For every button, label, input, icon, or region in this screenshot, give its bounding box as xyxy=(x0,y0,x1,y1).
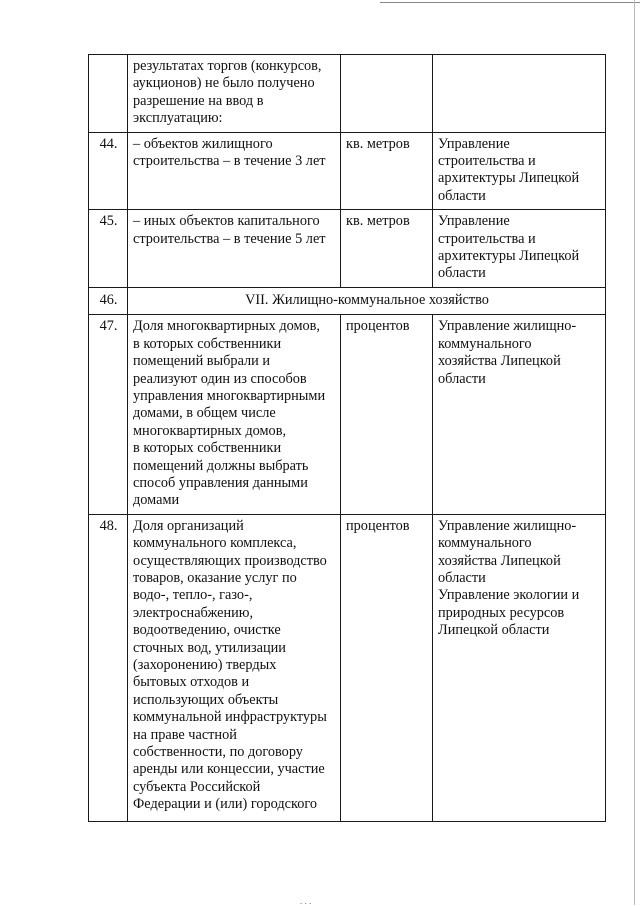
indicator-name: результатах торгов (конкурсов, аукционов) не было получено разрешение на ввод в эксплуатацию: xyxy=(128,55,341,133)
indicators-table xyxy=(88,54,606,822)
indicator-name: – объектов жилищного строительства – в течение 3 лет xyxy=(128,132,341,210)
responsible-body: Управление строительства и архитектуры Липецкой области xyxy=(433,132,606,210)
scan-edge-right xyxy=(634,0,635,905)
unit-of-measure: кв. метров xyxy=(341,132,433,210)
unit-of-measure xyxy=(341,55,433,133)
responsible-body: Управление жилищно- коммунального хозяйства Липецкой области xyxy=(433,315,606,514)
responsible-body xyxy=(433,55,606,133)
indicator-name: Доля организаций коммунального комплекса, осуществляющих производство товаров, оказание услуг по водо-, тепло-, газо-, электроснабжению, водоотведению, очистке сточных вод, утилизации (захоронению) твердых бытовых отходов и использующих объекты коммунальной инфраструктуры на праве частной собственности, по договору аренды или концессии, участие субъекта Российской Федерации и (или) городского xyxy=(128,514,341,821)
scan-edge-top xyxy=(380,2,640,3)
indicator-name: – иных объектов капитального строительства – в течение 5 лет xyxy=(128,210,341,288)
table-row xyxy=(89,210,606,288)
row-number: 46. xyxy=(89,287,128,314)
row-number: 48. xyxy=(89,514,128,821)
table-row xyxy=(89,132,606,210)
unit-of-measure: процентов xyxy=(341,315,433,514)
unit-of-measure: кв. метров xyxy=(341,210,433,288)
row-number: 44. xyxy=(89,132,128,210)
responsible-body: Управление строительства и архитектуры Липецкой области xyxy=(433,210,606,288)
table-row xyxy=(89,55,606,133)
unit-of-measure: процентов xyxy=(341,514,433,821)
section-title: VII. Жилищно-коммунальное хозяйство xyxy=(128,287,606,314)
row-number xyxy=(89,55,128,133)
table-row xyxy=(89,315,606,514)
page-mark: . . . xyxy=(300,896,312,906)
table-row xyxy=(89,514,606,821)
row-number: 47. xyxy=(89,315,128,514)
indicator-name: Доля многоквартирных домов, в которых собственники помещений выбрали и реализуют один из способов управления многоквартирными домами, в общем числе многоквартирных домов, в которых собственники помещений должны выбрать способ управления данными домами xyxy=(128,315,341,514)
row-number: 45. xyxy=(89,210,128,288)
section-row xyxy=(89,287,606,314)
responsible-body: Управление жилищно- коммунального хозяйства Липецкой области Управление экологии и природных ресурсов Липецкой области xyxy=(433,514,606,821)
